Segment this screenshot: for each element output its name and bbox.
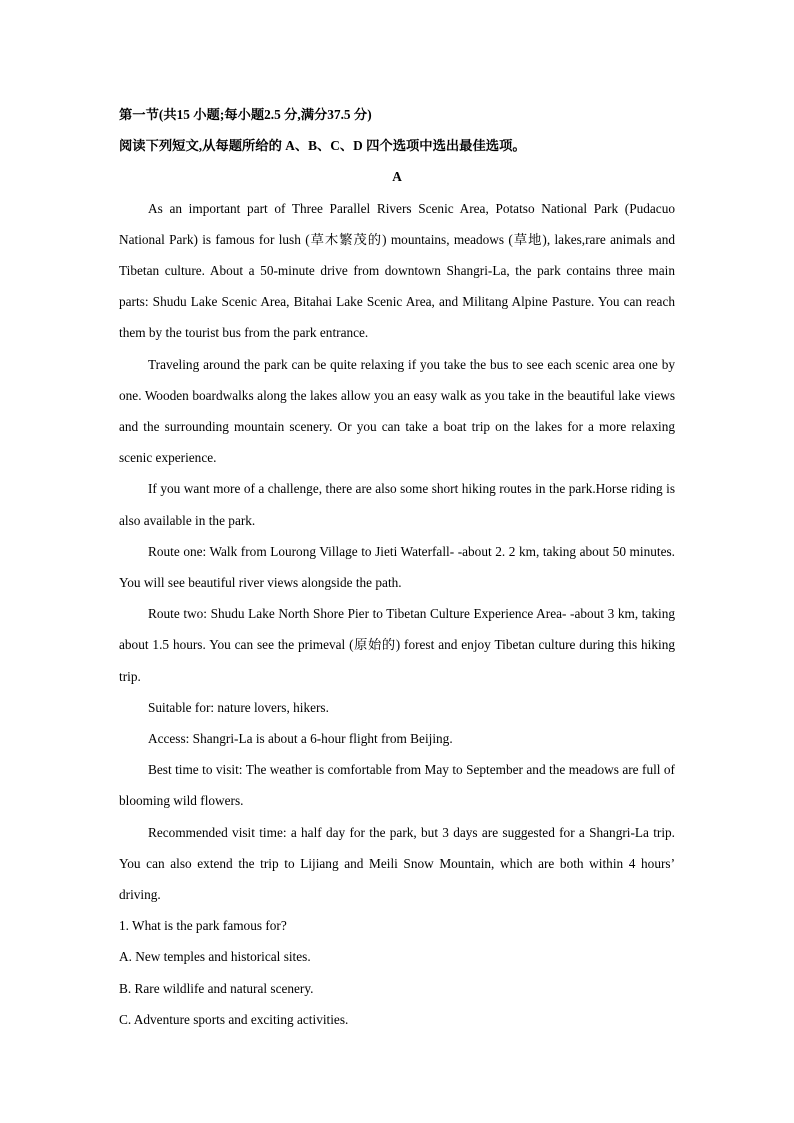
option-c: C. Adventure sports and exciting activities.: [119, 1011, 349, 1027]
passage-paragraph-4: Route one: Walk from Lourong Village to Jieti Waterfall- -about 2. 2 km, taking about 50 minutes. You will see beautiful river views alongside the path.: [119, 543, 675, 591]
question-stem: 1. What is the park famous for?: [119, 918, 287, 934]
instruction-text: 阅读下列短文,从每题所给的 A、B、C、D 四个选项中选出最佳选项。: [119, 138, 526, 154]
passage-body: [119, 193, 675, 911]
passage-paragraph-8: Best time to visit: The weather is comfortable from May to September and the meadows are full of blooming wild flowers.: [119, 762, 675, 809]
passage-paragraph-9: Recommended visit time: a half day for the park, but 3 days are suggested for a Shangri-La trip. You can also extend the trip to Lijiang and Meili Snow Mountain, which are both within 4 hours’ driving.: [119, 824, 676, 903]
exam-page: [119, 99, 675, 1035]
passage-paragraph-7: Access: Shangri-La is about a 6-hour flight from Beijing.: [148, 731, 453, 747]
passage-paragraph-3: If you want more of a challenge, there are also some short hiking routes in the park.Horse riding is also available in the park.: [119, 481, 675, 528]
passage-paragraph-2: Traveling around the park can be quite relaxing if you take the bus to see each scenic area one by one. Wooden boardwalks along the lakes allow you an easy walk as you take in the beautiful lake views and the surrounding mountain scenery. Or you can take a boat trip on the lakes for a more relaxing scenic experience.: [119, 356, 675, 466]
option-b: B. Rare wildlife and natural scenery.: [119, 980, 314, 996]
question-block: [119, 910, 675, 1035]
passage-label: A: [392, 169, 402, 185]
option-a: A. New temples and historical sites.: [119, 949, 311, 965]
section-heading: 第一节(共15 小题;每小题2.5 分,满分37.5 分): [119, 107, 372, 122]
passage-paragraph-1: As an important part of Three Parallel Rivers Scenic Area, Potatso National Park (Pudacuo National Park) is famous for lush (草木繁茂的) mountains, meadows (草地), lakes,rare animals and Tibetan culture. About a 50-minute drive from downtown Shangri-La, the park contains three main parts: Shudu Lake Scenic Area, Bitahai Lake Scenic Area, and Militang Alpine Pasture. You can reach them by the tourist bus from the park entrance.: [119, 200, 675, 341]
passage-paragraph-5: Route two: Shudu Lake North Shore Pier to Tibetan Culture Experience Area- -about 3 km, taking about 1.5 hours. You can see the primeval (原始的) forest and enjoy Tibetan culture during this hiking trip.: [119, 606, 675, 684]
passage-paragraph-6: Suitable for: nature lovers, hikers.: [148, 699, 329, 715]
